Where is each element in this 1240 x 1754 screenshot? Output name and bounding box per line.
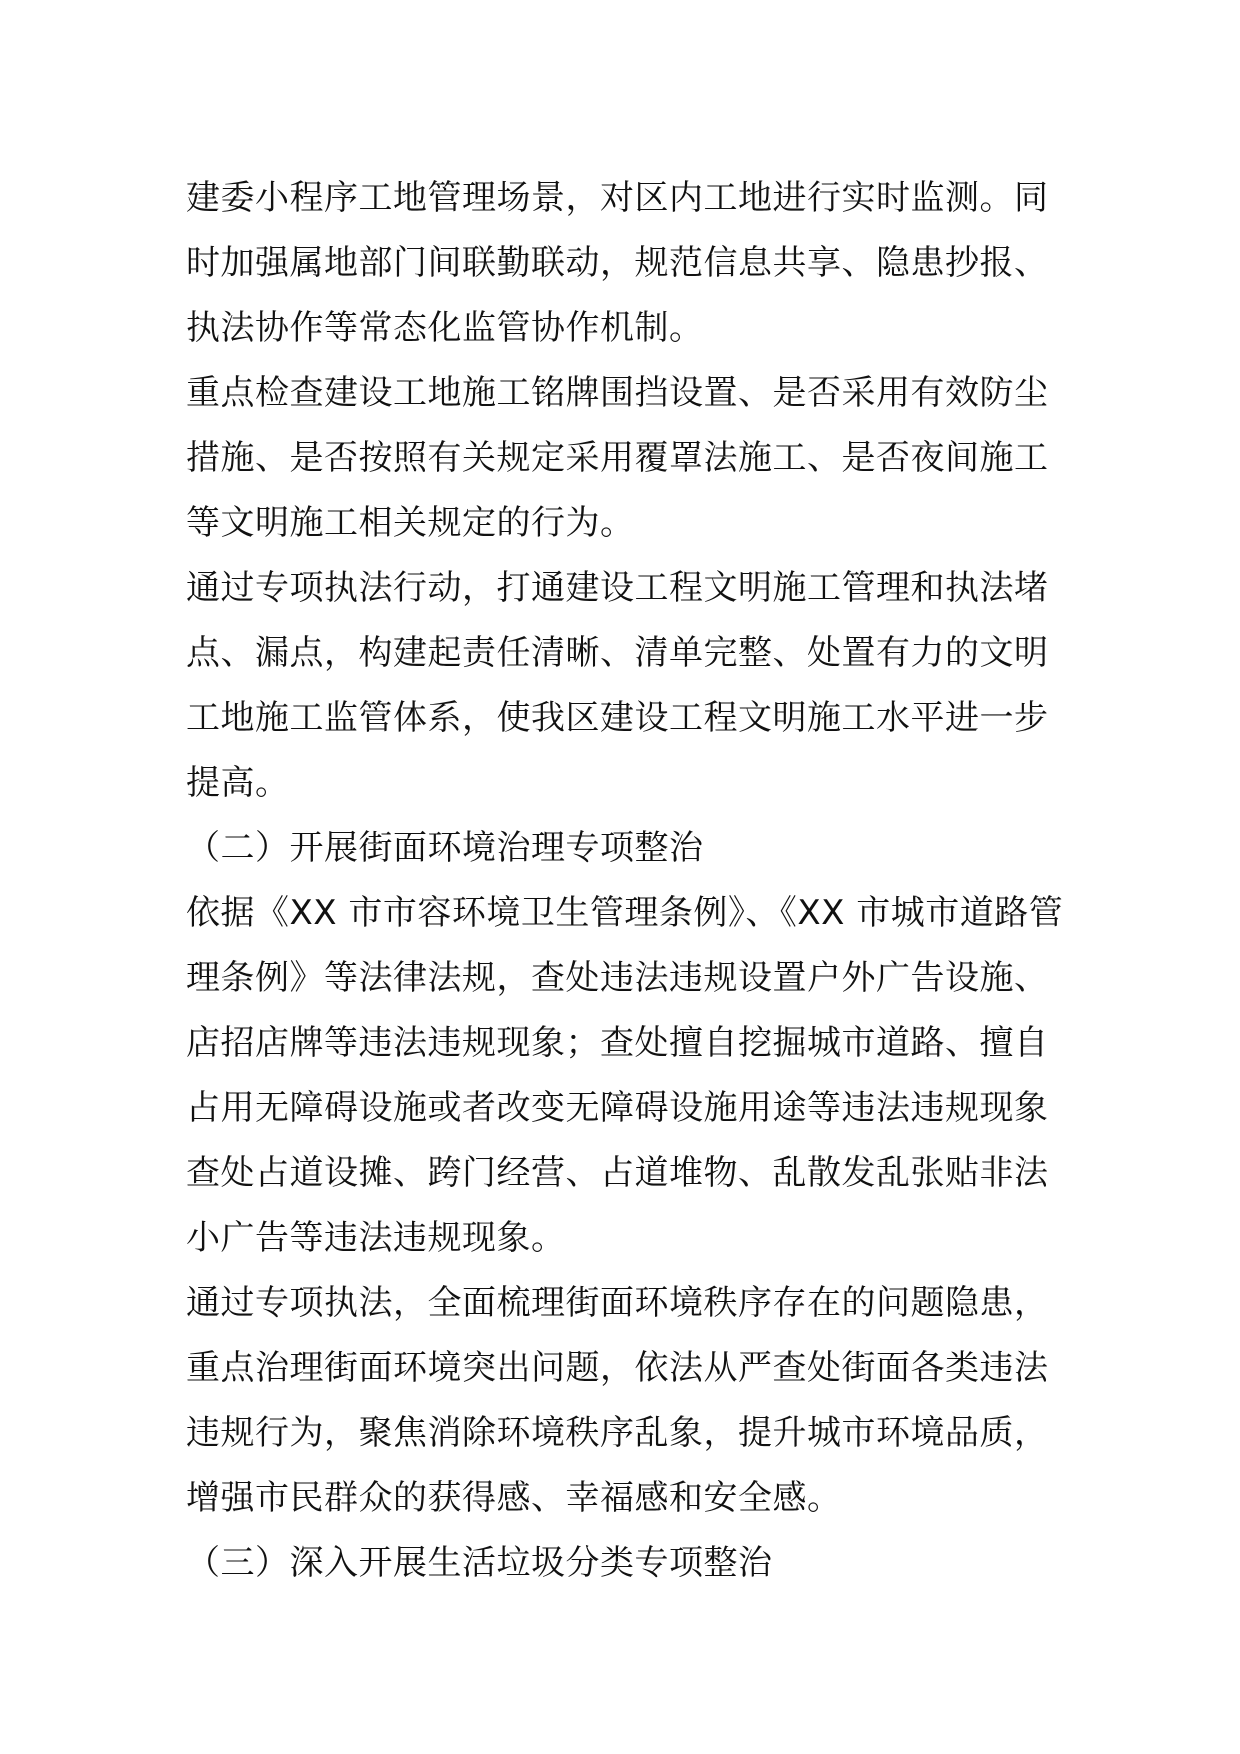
text-line: 工地施工监管体系，使我区建设工程文明施工水平进一步 (186, 698, 1049, 738)
text-line: 占用无障碍设施或者改变无障碍设施用途等违法违规现象 (186, 1088, 1049, 1128)
text-line: 提高。 (186, 763, 290, 803)
text-line: 依据《XX 市市容环境卫生管理条例》、《XX 市城市道路管 (186, 893, 1064, 933)
text-line: 通过专项执法，全面梳理街面环境秩序存在的问题隐患， (186, 1283, 1049, 1323)
text-line: 增强市民群众的获得感、幸福感和安全感。 (186, 1478, 842, 1518)
text-line: 违规行为，聚焦消除环境秩序乱象，提升城市环境品质， (186, 1413, 1049, 1453)
text-line: 等文明施工相关规定的行为。 (186, 503, 635, 543)
text-line: 措施、是否按照有关规定采用覆罩法施工、是否夜间施工 (186, 438, 1049, 478)
text-line: 通过专项执法行动，打通建设工程文明施工管理和执法堵 (186, 568, 1049, 608)
text-line: 建委小程序工地管理场景，对区内工地进行实时监测。同 (186, 178, 1049, 218)
text-line: 时加强属地部门间联勤联动，规范信息共享、隐患抄报、 (186, 243, 1049, 283)
text-line: 理条例》等法律法规，查处违法违规设置户外广告设施、 (186, 958, 1049, 998)
text-line: 查处占道设摊、跨门经营、占道堆物、乱散发乱张贴非法 (186, 1153, 1049, 1193)
text-line: 店招店牌等违法违规现象；查处擅自挖掘城市道路、擅自 (186, 1023, 1049, 1063)
document-body (186, 166, 1066, 1596)
section-heading: （二）开展街面环境治理专项整治 (186, 828, 704, 868)
text-line: 点、漏点，构建起责任清晰、清单完整、处置有力的文明 (186, 633, 1049, 673)
text-line: 重点检查建设工地施工铭牌围挡设置、是否采用有效防尘 (186, 373, 1049, 413)
text-line: 重点治理街面环境突出问题，依法从严查处街面各类违法 (186, 1348, 1049, 1388)
text-line: 小广告等违法违规现象。 (186, 1218, 566, 1258)
section-heading: （三）深入开展生活垃圾分类专项整治 (186, 1543, 773, 1583)
text-line: 执法协作等常态化监管协作机制。 (186, 308, 704, 348)
